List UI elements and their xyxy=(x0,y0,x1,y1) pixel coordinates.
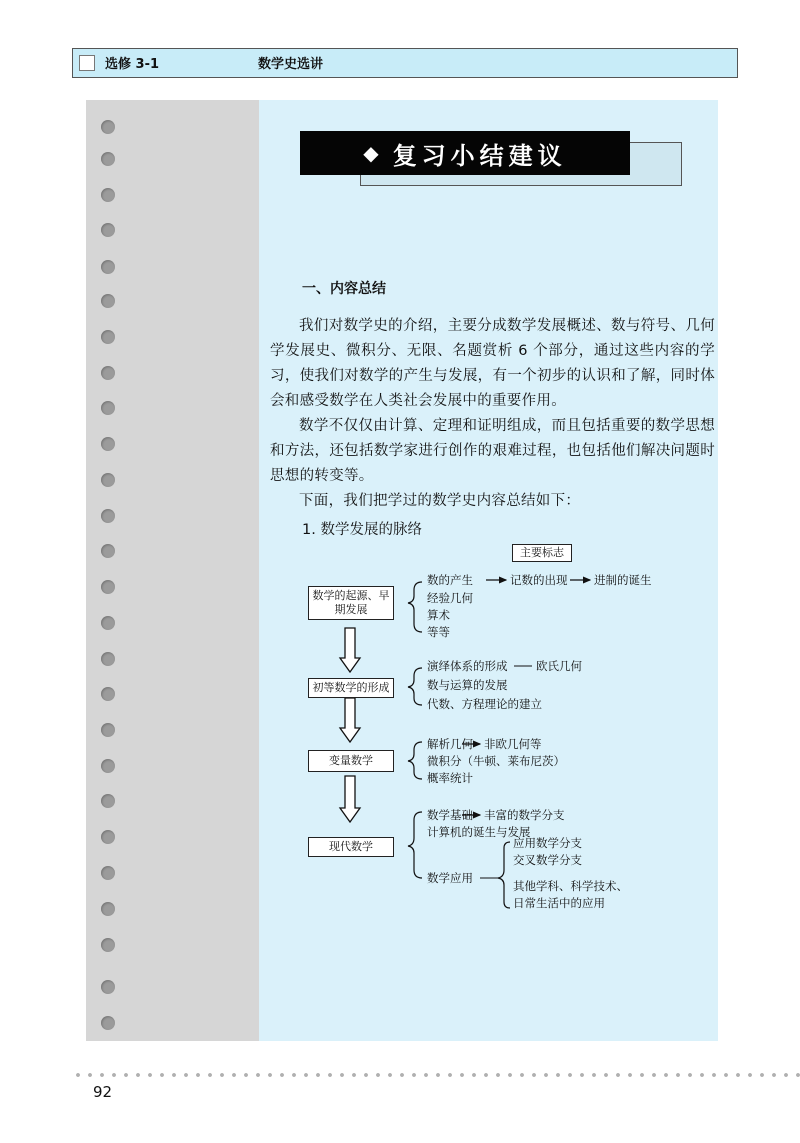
binder-hole-icon xyxy=(101,580,115,594)
page-number: 92 xyxy=(93,1083,113,1101)
binder-hole-icon xyxy=(101,687,115,701)
header-square-icon xyxy=(79,55,95,71)
paragraph: 下面，我们把学过的数学史内容总结如下： xyxy=(299,493,581,509)
diagram-subitem: 日常生活中的应用 xyxy=(513,896,605,910)
binder-hole-icon xyxy=(101,473,115,487)
diagram-item: 概率统计 xyxy=(427,771,473,785)
binder-hole-icon xyxy=(101,759,115,773)
legend-box: 主要标志 xyxy=(512,544,572,562)
paragraph: 我们对数学史的介绍，主要分成数学发展概述、数与符号、几何学发展史、微积分、无限、名题赏析 6 个部分，通过这些内容的学习，使我们对数学的产生与发展，有一个初步的认识和了解，同时体会和感受数学在人类社会发展中的重要作用。 xyxy=(270,318,715,409)
binder-hole-icon xyxy=(101,223,115,237)
binder-hole-icon xyxy=(101,902,115,916)
subheading: 1. 数学发展的脉络 xyxy=(302,522,422,538)
binder-hole-icon xyxy=(101,401,115,415)
diagram-item: 数学应用 xyxy=(427,871,473,885)
diagram-item: 丰富的数学分支 xyxy=(484,808,565,822)
diagram-subitem: 应用数学分支 xyxy=(513,836,582,850)
down-arrow-icon xyxy=(340,776,360,822)
diagram-item: 数学基础 xyxy=(427,808,473,822)
binder-hole-icon xyxy=(101,330,115,344)
diagram-item: 演绎体系的形成 xyxy=(427,659,508,673)
binder-hole-icon xyxy=(101,437,115,451)
down-arrow-icon xyxy=(340,628,360,672)
stage-box: 现代数学 xyxy=(308,837,394,857)
diamond-icon: ◆ xyxy=(363,141,379,165)
footer-dot-rule xyxy=(72,1072,800,1078)
diagram-item: 算术 xyxy=(427,608,450,622)
brace-icon xyxy=(498,842,510,908)
brace-icon xyxy=(408,668,422,705)
brace-icon xyxy=(408,742,422,779)
binder-hole-icon xyxy=(101,866,115,880)
diagram-subitem: 交叉数学分支 xyxy=(513,853,582,867)
binder-hole-icon xyxy=(101,1016,115,1030)
diagram-item: 非欧几何等 xyxy=(484,737,542,751)
math-development-diagram xyxy=(300,540,700,925)
course-label: 选修 3-1 xyxy=(105,57,160,72)
stage-box: 数学的起源、早期发展 xyxy=(308,586,394,620)
diagram-subitem: 其他学科、科学技术、 xyxy=(513,879,628,893)
binder-hole-icon xyxy=(101,509,115,523)
binder-hole-icon xyxy=(101,188,115,202)
binder-hole-icon xyxy=(101,723,115,737)
running-header xyxy=(72,48,738,78)
diagram-item: 数的产生 xyxy=(427,573,473,587)
banner-title: 复习小结建议 xyxy=(392,141,567,170)
diagram-item: 解析几何 xyxy=(427,737,473,751)
paragraph: 数学不仅仅由计算、定理和证明组成，而且包括重要的数学思想和方法，还包括数学家进行创作的艰难过程，也包括他们解决问题时思想的转变等。 xyxy=(270,418,715,484)
diagram-item: 等等 xyxy=(427,625,450,639)
binder-hole-icon xyxy=(101,120,115,134)
down-arrow-icon xyxy=(340,698,360,742)
diagram-item: 经验几何 xyxy=(427,591,473,605)
diagram-item: 记数的出现 xyxy=(510,573,568,587)
binder-hole-icon xyxy=(101,830,115,844)
diagram-item: 计算机的诞生与发展 xyxy=(427,825,531,839)
binder-hole-icon xyxy=(101,652,115,666)
binder-hole-icon xyxy=(101,152,115,166)
diagram-item: 进制的诞生 xyxy=(594,573,652,587)
binder-hole-icon xyxy=(101,544,115,558)
brace-icon xyxy=(408,582,422,632)
brace-icon xyxy=(408,812,422,878)
diagram-item: 欧氏几何 xyxy=(536,659,582,673)
binder-hole-icon xyxy=(101,980,115,994)
stage-box: 变量数学 xyxy=(308,750,394,772)
binder-hole-icon xyxy=(101,938,115,952)
diagram-item: 微积分（牛顿、莱布尼茨） xyxy=(427,754,565,768)
binder-hole-icon xyxy=(101,260,115,274)
binder-hole-icon xyxy=(101,366,115,380)
diagram-item: 数与运算的发展 xyxy=(427,678,508,692)
stage-box: 初等数学的形成 xyxy=(308,678,394,698)
binder-hole-icon xyxy=(101,294,115,308)
notebook-spine xyxy=(86,100,259,1041)
binder-hole-icon xyxy=(101,794,115,808)
binder-hole-icon xyxy=(101,616,115,630)
diagram-item: 代数、方程理论的建立 xyxy=(427,697,542,711)
subject-label: 数学史选讲 xyxy=(258,57,324,72)
section-banner xyxy=(300,131,630,175)
section-heading: 一、内容总结 xyxy=(302,281,386,297)
